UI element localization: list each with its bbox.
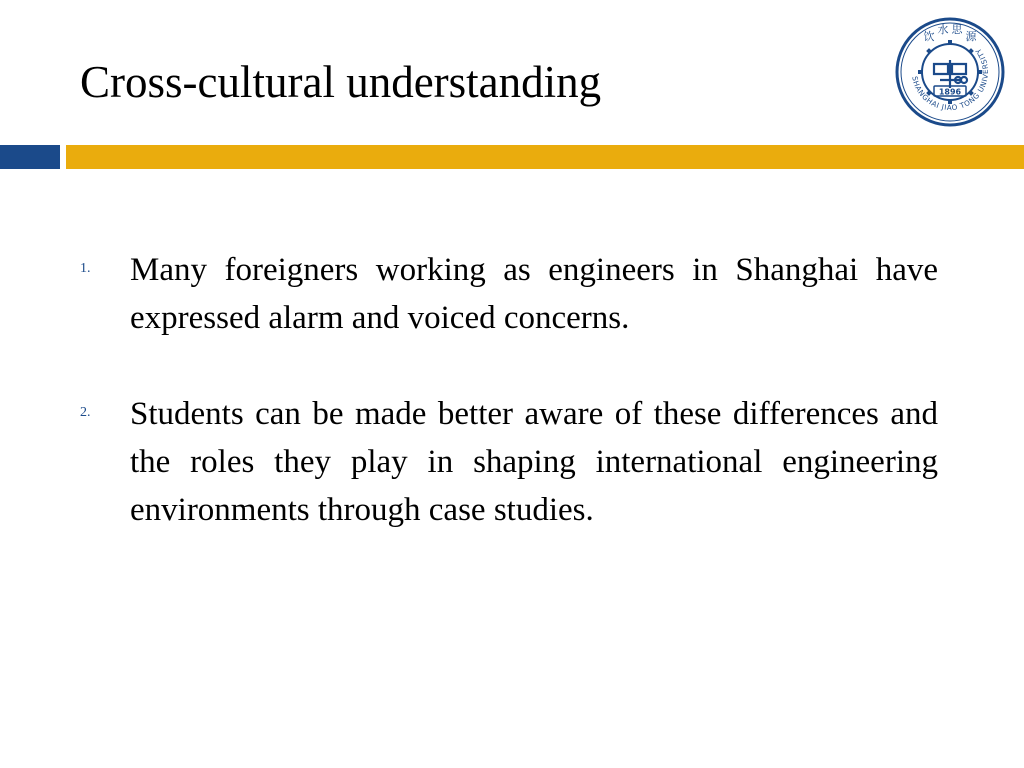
accent-bar-gold [66,145,1024,169]
logo-year: 1896 [938,87,962,97]
list-item-number: 2. [80,405,91,420]
list-item [80,390,938,534]
university-seal-logo [894,16,1006,128]
svg-text:源: 源 [965,30,977,43]
list-item [80,246,938,342]
list-item-number: 1. [80,261,91,276]
list-item-text: Many foreigners working as engineers in Shanghai have expressed alarm and voiced concerns. [130,252,938,336]
svg-text:水: 水 [937,23,949,36]
slide-title: Cross-cultural understanding [80,57,602,107]
svg-text:SHANGHAI JIAO TONG UNIVERSITY: SHANGHAI JIAO TONG UNIVERSITY [910,46,991,113]
numbered-list [80,246,938,582]
list-item-text: Students can be made better aware of these differences and the roles they play in shaping international engineering environments through case studies. [130,396,938,528]
accent-bar-blue [0,145,60,169]
svg-text:饮: 饮 [923,30,935,43]
svg-text:思: 思 [951,23,963,36]
